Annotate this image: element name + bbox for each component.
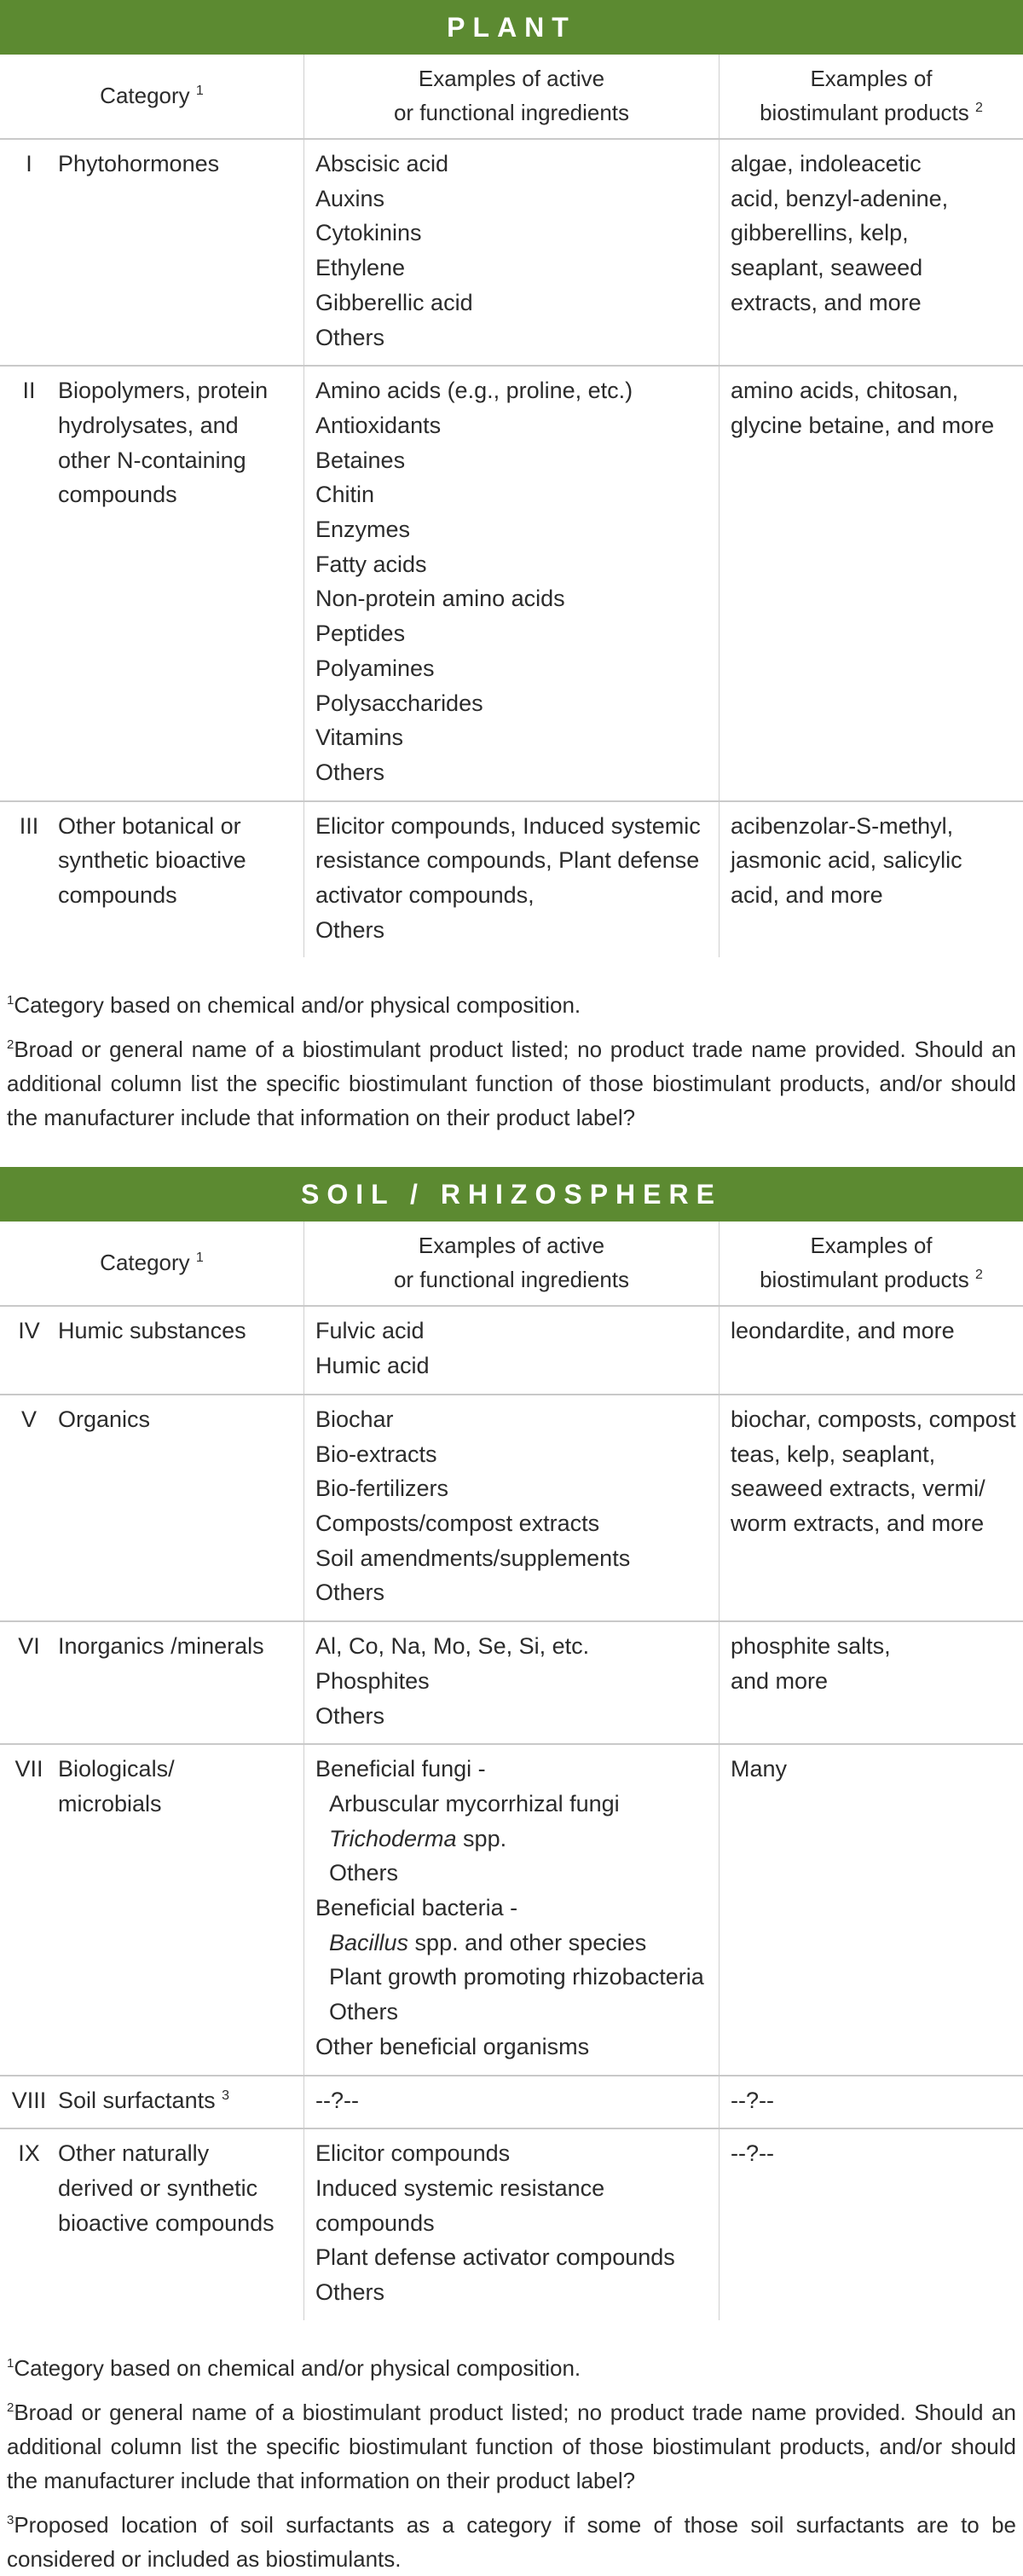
row-ingredients: Beneficial fungi - Arbuscular mycorrhizal fungi Trichoderma spp. Others Beneficial bacteria - Bacillus spp. and other species Plant growth promoting rhizobacteria Others Other beneficial organisms <box>304 1745 720 2074</box>
header-category-label: Category <box>100 83 190 108</box>
header-category-sup: 1 <box>195 84 204 98</box>
row-ingredients: --?-- <box>304 2076 720 2128</box>
table-row <box>0 140 1023 367</box>
row-products: Many <box>731 1756 788 1782</box>
row-number: IV <box>18 1318 40 1344</box>
header-products-line1: Examples of <box>810 1233 933 1259</box>
soil-banner: SOIL / RHIZOSPHERE <box>0 1167 1023 1222</box>
row-products: amino acids, chitosan, glycine betaine, and more <box>731 378 995 438</box>
row-number: III <box>19 812 39 839</box>
plant-banner: PLANT <box>0 0 1023 55</box>
plant-footnotes <box>0 957 1023 1167</box>
row-products: algae, indoleacetic acid, benzyl-adenine, gibberellins, kelp, seaplant, seaweed extracts, and more <box>731 151 949 315</box>
row-ingredients: Al, Co, Na, Mo, Se, Si, etc. Phosphites Others <box>304 1622 720 1743</box>
table-row <box>0 1622 1023 1745</box>
header-active <box>304 55 720 138</box>
header-active-line1: Examples of active <box>418 1233 605 1259</box>
table-row <box>0 1395 1023 1622</box>
row-ingredients: Fulvic acid Humic acid <box>304 1307 720 1393</box>
header-products-sup: 2 <box>975 101 983 115</box>
plant-table-header <box>0 55 1023 140</box>
header-products-line2: biostimulant products $^2$ <box>760 100 983 125</box>
header-products <box>720 55 1023 138</box>
table-row <box>0 2076 1023 2130</box>
footnote: $^1$Category based on chemical and/or physical composition. <box>7 992 581 1019</box>
header-products-line2: biostimulant products $^2$ <box>760 1267 983 1293</box>
row-ingredients: Elicitor compounds, Induced systemic resistance compounds, Plant defense activator compounds, Others <box>304 802 720 958</box>
header-products-line1: Examples of <box>810 66 933 91</box>
table-row <box>0 1307 1023 1395</box>
table-row <box>0 1745 1023 2076</box>
row-category: Humic substances <box>58 1318 246 1344</box>
row-number: IX <box>18 2140 40 2167</box>
row-ingredients: Abscisic acid Auxins Cytokinins Ethylene Gibberellic acid Others <box>304 140 720 365</box>
row-products: phosphite salts, and more <box>731 1633 891 1694</box>
header-active <box>304 1222 720 1305</box>
footnote: $^2$Broad or general name of a biostimulant product listed; no product trade name provided. Should an additional column list the specific biostimulant function of those biostimulant products, and/or should the manufacturer include that information on their product label? <box>7 2399 1016 2493</box>
row-category: Other botanical or synthetic bioactive compounds <box>58 812 246 909</box>
row-category: Phytohormones <box>58 151 220 176</box>
header-category-sup: 1 <box>195 1250 204 1266</box>
row-number: I <box>26 151 32 176</box>
row-products: biochar, composts, compost teas, kelp, seaplant, seaweed extracts, vermi/ worm extracts, and more <box>731 1406 1016 1536</box>
row-category: Biopolymers, protein hydrolysates, and other N-containing compounds <box>58 378 269 508</box>
header-category <box>0 1222 304 1305</box>
row-category: Biologicals/ microbials <box>58 1756 175 1816</box>
table-row <box>0 2129 1023 2320</box>
row-number: VII <box>14 1756 43 1782</box>
row-products: --?-- <box>731 2087 774 2113</box>
row-number: V <box>20 1406 37 1432</box>
row-number: VI <box>18 1633 40 1660</box>
header-products-sup: 2 <box>975 1268 983 1283</box>
table-row <box>0 367 1023 801</box>
soil-table-header <box>0 1222 1023 1307</box>
row-category: Other naturally derived or synthetic bioactive compounds <box>58 2140 275 2236</box>
header-active-line2: or functional ingredients <box>393 1267 630 1293</box>
header-category <box>0 55 304 138</box>
row-number: II <box>22 378 36 404</box>
header-active-line1: Examples of active <box>418 66 605 91</box>
footnote: $^3$Proposed location of soil surfactants as a category if some of those soil surfactants are to be considered or included as biostimulants. <box>7 2511 1016 2572</box>
row-category: Organics <box>58 1406 151 1432</box>
row-number: VIII <box>11 2087 47 2113</box>
row-ingredients: Amino acids (e.g., proline, etc.) Antioxidants Betaines Chitin Enzymes Fatty acids Non-protein amino acids Peptides Polyamines Polysaccharides Vitamins Others <box>304 367 720 800</box>
header-products <box>720 1222 1023 1305</box>
row-products: leondardite, and more <box>731 1318 955 1344</box>
row-products: acibenzolar-S-methyl, jasmonic acid, salicylic acid, and more <box>731 812 962 909</box>
row-ingredients: Elicitor compounds Induced systemic resistance compounds Plant defense activator compounds Others <box>304 2129 720 2320</box>
footnote: $^1$Category based on chemical and/or physical composition. <box>7 2354 581 2381</box>
row-ingredients: Biochar Bio-extracts Bio-fertilizers Composts/compost extracts Soil amendments/supplements Others <box>304 1395 720 1620</box>
footnote: $^2$Broad or general name of a biostimulant product listed; no product trade name provided. Should an additional column list the specific biostimulant function of those biostimulant products, and/or should the manufacturer include that information on their product label? <box>7 1037 1016 1131</box>
row-category: Inorganics /minerals <box>58 1633 264 1660</box>
soil-footnotes <box>0 2320 1023 2576</box>
row-products: --?-- <box>731 2140 774 2167</box>
header-category-label: Category <box>100 1250 190 1276</box>
row-category: Soil surfactants $^3$ <box>58 2087 230 2113</box>
table-row <box>0 802 1023 958</box>
header-active-line2: or functional ingredients <box>393 100 630 125</box>
